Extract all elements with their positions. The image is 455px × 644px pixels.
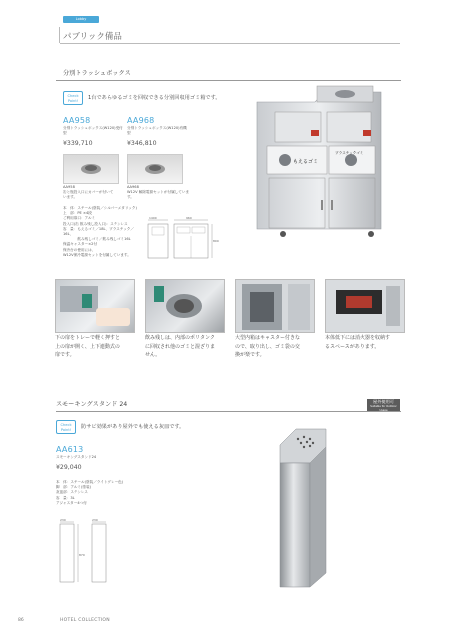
smoking-spec-list [56,480,156,506]
dim-width-right: 230 [92,518,98,522]
dim-width-left: 1400 [149,216,157,220]
product-price: ¥346,810 [127,140,157,148]
spec-line: ご利用扉口：アルミ [63,216,96,221]
trash-heading: 分別トラッシュボックス [63,70,131,77]
page-number: 86 [18,618,24,623]
product-aa968 [127,116,189,147]
product-desc: スモーキングスタンド24 [56,455,97,459]
photo-inner-box [235,279,315,333]
caption-inner-box: 大型内箱はキャスター付きな ので、取り出し、ゴミ袋の交 換が楽です。 [235,335,301,359]
smoking-stand-photo [268,425,338,595]
smoking-lead: 防サビ効果があり屋外でも使える灰皿です。 [81,424,185,430]
option-note-aa968 [127,185,193,201]
badge-sub: Suitable for Outdoor Usage [370,405,397,412]
spec-line: 本 体：スチール(塗装／シルバーメタリック) [63,206,137,210]
photo-extinguisher-space [325,279,405,333]
product-code: AA958 [63,116,91,125]
trash-lead: 1台であらゆるゴミを回収できる分別回収用ゴミ箱です。 [88,95,221,101]
smoking-dimension-drawing [54,518,124,586]
title-divider [59,27,60,43]
photo-liquid-tank [145,279,225,333]
product-aa613 [56,445,146,471]
badge-main: 屋外使用可 [373,399,394,404]
page-title: パブリック備品 [63,32,122,42]
dim-width-left: 230 [60,518,66,522]
spec-line: 脚 部：アルミ(塗装) [56,485,92,490]
product-aa958 [63,116,125,147]
option-text: W12V 解除電源セットが付属していま す。 [127,190,190,200]
product-code: AA968 [127,116,155,125]
slot-lid-icon [128,155,182,183]
machine-label-burnable: もえるゴミ [293,159,319,165]
spec-line: 容 量：もえるゴミ／18L、プラスチック／16L、 [63,226,134,237]
spec-line: 保冷台の使用には、 [63,247,96,252]
product-desc: 分別トラッシュボックス(W120)受付型 [63,126,123,136]
title-underline [60,43,400,44]
smoking-heading: スモーキングスタンド 24 [56,401,128,408]
option-thumbnail-aa968 [127,154,183,184]
trash-spec-list [63,206,143,258]
caption-tank: 飲み残しは、内部のポリタンク に回収され他のゴミと混ざりま せん。 [145,335,216,359]
check-point-badge: Check Point! [63,91,83,105]
product-price: ¥339,710 [63,140,93,148]
trash-heading-underline [56,80,401,81]
product-price: ¥29,040 [56,464,82,472]
smoking-heading-underline [56,411,401,412]
caption-door: 下の扉をトレーで軽く押すと 上の扉が開く、上下連動式の 扉です。 [55,335,121,359]
spec-line: 灰皿部：ステンレス [56,490,88,495]
product-code: AA613 [56,445,84,454]
dim-width-right: 960 [186,216,192,220]
option-code: AA958 [63,185,75,189]
category-tag: Lobby [63,16,99,23]
dim-height: 870 [79,553,85,557]
option-thumbnail-aa958 [63,154,119,184]
trash-box-photo [255,84,385,254]
spec-line: 投入口(缶 飲み残し投入口)：ステンレス [63,221,128,226]
machine-label-plastic: プラスチックゴミ [335,151,364,155]
check-point-badge: Check Point! [56,420,76,434]
dim-height: 800 [213,239,219,243]
spec-line: W12V保冷電源セットを付属しています。 [63,252,131,257]
spec-line: 本 体：スチール(塗装／ライトグレー色) [56,480,124,484]
trash-dimension-drawing [144,216,224,266]
option-note-aa958 [63,185,123,201]
outdoor-badge [367,399,400,411]
spec-line: 上 部：PE ×4段 [63,211,92,216]
footer-brand: HOTEL COLLECTION [60,618,110,623]
spec-line: 保温キャスター×2付 [63,242,98,247]
spec-line: アジャスター4つ付 [56,500,87,505]
option-code: AA968 [127,185,139,189]
caption-extinguisher: 本体低下には消火器を収納す るスペースがあります。 [325,335,391,350]
spec-line: 飲み残しゴミ／飲み残しゴミ16L [63,237,131,242]
slot-lid-icon [64,155,118,183]
product-desc: 分別トラッシュボックス(W120)有機型 [127,126,187,136]
photo-door-mechanism [55,279,135,333]
option-text: 缶と瓶投入口にカバーが付いて います。 [63,190,114,200]
spec-line: 容 量：3L [56,495,75,500]
